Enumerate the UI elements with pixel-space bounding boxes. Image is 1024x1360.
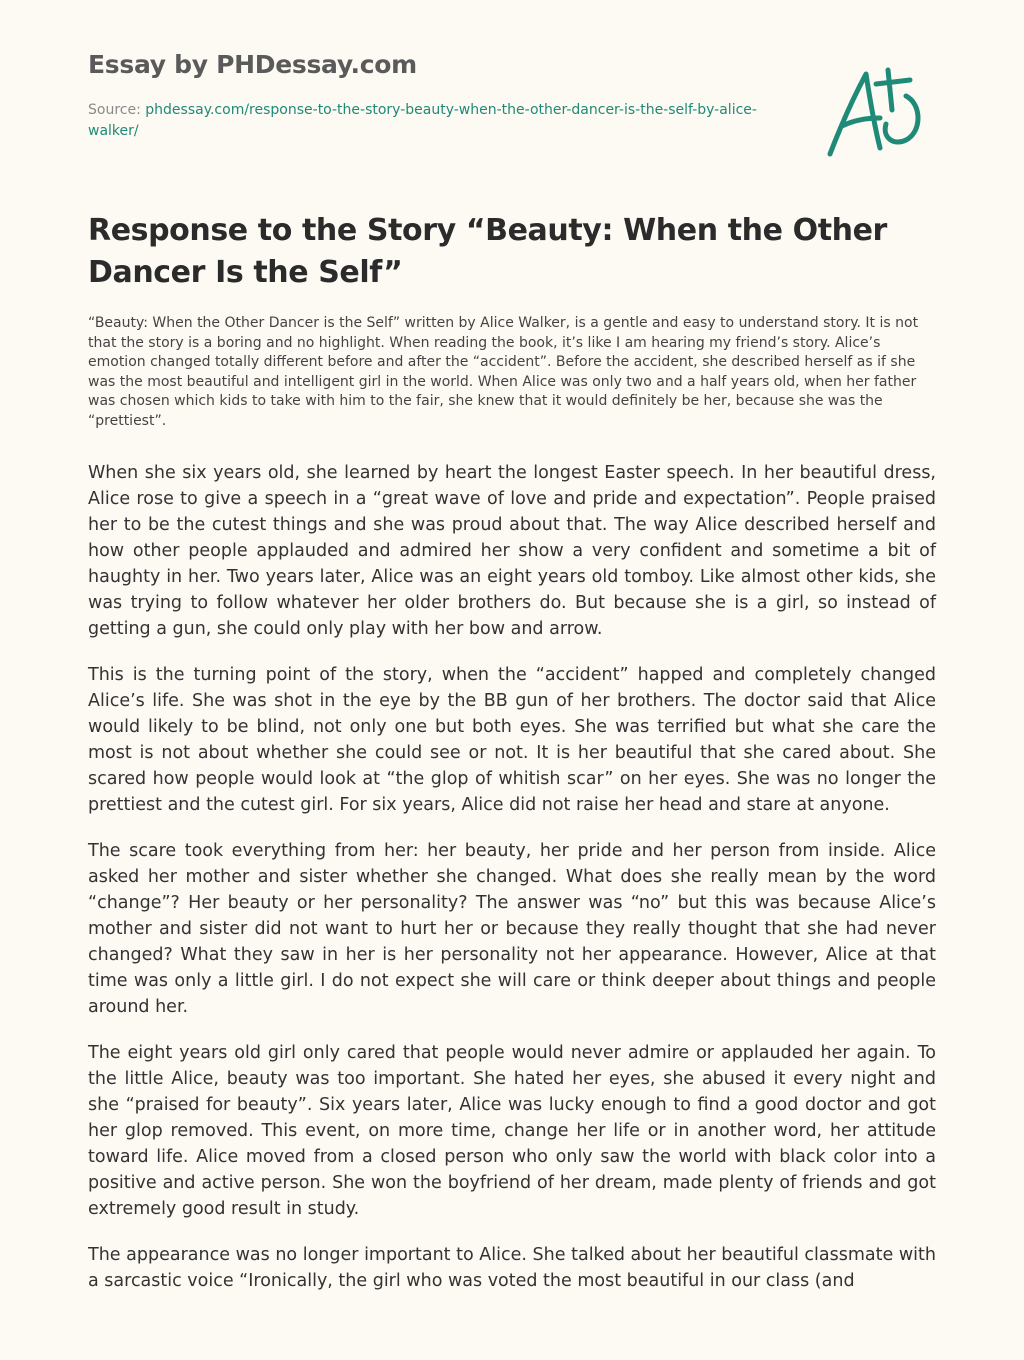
article-intro: “Beauty: When the Other Dancer is the Self” written by Alice Walker, is a gentle and easy to understand story. It is not that the story is a boring and no highlight. When reading the book, it’s like I am hearing my friend’s story. Alice’s emotion changed totally different before and after the “accident”. Before the accident, she described herself as if she was the most beautiful and intelligent girl in the world. When Alice was only two and a half years old, when her father was chosen which kids to take with him to the fair, she knew that it would definitely be her, because she was the “prettiest”. <box>88 315 919 429</box>
source-link[interactable]: phdessay.com/response-to-the-story-beauty-when-the-other-dancer-is-the-self-by-alice-walker/ <box>88 102 757 139</box>
article-title: Response to the Story “Beauty: When the Other Dancer Is the Self” <box>88 213 887 290</box>
site-brand[interactable]: Essay by PHDessay.com <box>88 50 417 79</box>
source-line <box>88 100 768 142</box>
article-paragraph: The eight years old girl only cared that people would never admire or applauded her again. To the little Alice, beauty was too important. She hated her eyes, she abused it every night and she “praised for beauty”. Six years later, Alice was lucky enough to find a good doctor and got her glop removed. This event, on more time, change her life or in another word, her attitude toward life. Alice moved from a closed person who only saw the world with black color into a positive and active person. She won the boyfriend of her dream, made plenty of friends and got extremely good result in study. <box>88 1043 936 1219</box>
article-paragraph: The appearance was no longer important to Alice. She talked about her beautiful classmate with a sarcastic voice “Ironically, the girl who was voted the most beautiful in our class (and <box>88 1245 936 1291</box>
article-paragraph: The scare took everything from her: her beauty, her pride and her person from inside. Alice asked her mother and sister whether she changed. What does she really mean by the word “change”? Her beauty or her personality? The answer was “no” but this was because Alice’s mother and sister did not want to hurt her or because they really thought that she had never changed? What they saw in her is her personality not her appearance. However, Alice at that time was only a little girl. I do not expect she will care or think deeper about things and people around her. <box>88 841 936 1017</box>
a-plus-logo-icon <box>818 62 930 162</box>
source-label: Source: <box>88 102 146 118</box>
article-paragraph: When she six years old, she learned by heart the longest Easter speech. In her beautiful dress, Alice rose to give a speech in a “great wave of love and pride and expectation”. People praised her to be the cutest things and she was proud about that. The way Alice described herself and how other people applauded and admired her show a very confident and sometime a bit of haughty in her. Two years later, Alice was an eight years old tomboy. Like almost other kids, she was trying to follow whatever her older brothers do. But because she is a girl, so instead of getting a gun, she could only play with her bow and arrow. <box>88 463 936 639</box>
article-body <box>88 460 936 1314</box>
a-plus-logo <box>818 62 930 162</box>
article-paragraph: This is the turning point of the story, when the “accident” happed and completely changed Alice’s life. She was shot in the eye by the BB gun of her brothers. The doctor said that Alice would likely to be blind, not only one but both eyes. She was terrified but what she care the most is not about whether she could see or not. It is her beautiful that she cared about. She scared how people would look at “the glop of whitish scar” on her eyes. She was no longer the prettiest and the cutest girl. For six years, Alice did not raise her head and stare at anyone. <box>88 665 936 815</box>
